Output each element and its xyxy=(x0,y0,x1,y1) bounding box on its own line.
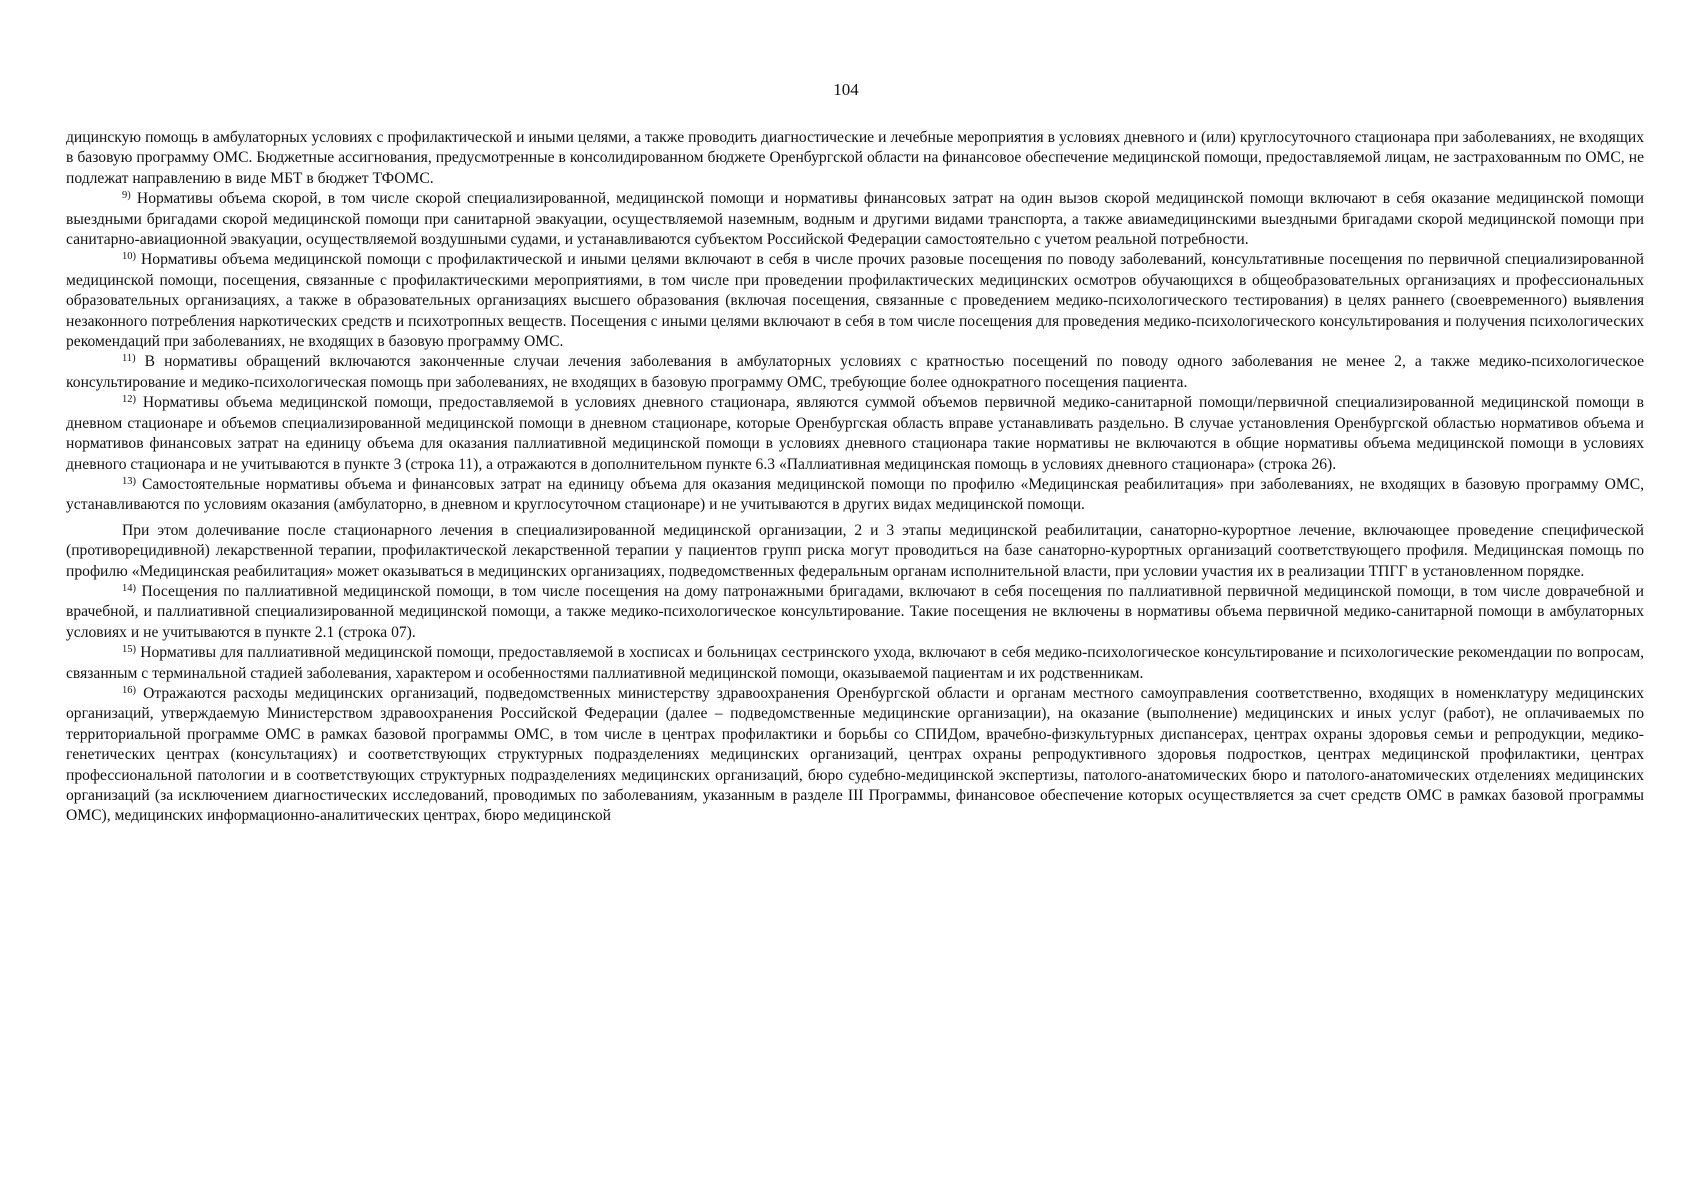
footnote-text: Нормативы объема медицинской помощи, предоставляемой в условиях дневного стационара, являются суммой объемов первичной медико-санитарной помощи/первичной специализированной медицинской помощи в дневном стационаре и объемов специализированной медицинской помощи в дневном стационаре, которые Оренбургская область вправе устанавливать раздельно. В случае установления Оренбургской областью нормативов объема и нормативов финансовых затрат на единицу объема для оказания паллиативной медицинской помощи в условиях дневного стационара такие нормативы не включаются в общие нормативы объема медицинской помощи в условиях дневного стационара и не учитываются в пункте 3 (строка 11), а отражаются в дополнительном пункте 6.3 «Паллиативная медицинская помощь в условиях дневного стационара» (строка 26). xyxy=(66,394,1644,473)
footnote-9 xyxy=(66,189,1644,250)
footnote-text: В нормативы обращений включаются законченные случаи лечения заболевания в амбулаторных условиях с кратностью посещений по поводу одного заболевания не менее 2, а также медико-психологическое консультирование и медико-психологическая помощь при заболеваниях, не входящих в базовую программу ОМС, требующие более однократного посещения пациента. xyxy=(66,353,1644,391)
footnote-marker: 13) xyxy=(122,475,136,487)
footnote-12 xyxy=(66,393,1644,475)
footnote-text: Нормативы для паллиативной медицинской помощи, предоставляемой в хосписах и больницах сестринского ухода, включают в себя медико-психологическое консультирование и психологические рекомендации по вопросам, связанным с терминальной стадией заболевания, характером и особенностями паллиативной медицинской помощи, оказываемой пациентам и их родственникам. xyxy=(66,644,1644,682)
page-number: 104 xyxy=(833,80,859,99)
footnote-16 xyxy=(66,684,1644,827)
footnote-marker: 14) xyxy=(122,582,136,594)
footnote-text: Нормативы объема скорой, в том числе скорой специализированной, медицинской помощи и нормативы финансовых затрат на один вызов скорой медицинской помощи включают в себя оказание медицинской помощи выездными бригадами скорой медицинской помощи при санитарной эвакуации, осуществляемой наземным, водным и другими видами транспорта, а также авиамедицинскими выездными бригадами скорой медицинской помощи при санитарно-авиационной эвакуации, осуществляемой воздушными судами, и устанавливаются субъектом Российской Федерации самостоятельно с учетом реальной потребности. xyxy=(66,190,1644,249)
document-body xyxy=(66,128,1644,827)
footnote-10 xyxy=(66,250,1644,352)
footnote-text: Посещения по паллиативной медицинской помощи, в том числе посещения на дому патронажными бригадами, включают в себя посещения по паллиативной первичной медицинской помощи, в том числе доврачебной и врачебной, и паллиативной специализированной медицинской помощи, а также медико-психологическое консультирование. Такие посещения не включены в нормативы объема первичной медико-санитарной помощи в амбулаторных условиях и не учитываются в пункте 2.1 (строка 07). xyxy=(66,582,1644,641)
footnote-15 xyxy=(66,643,1644,684)
footnote-marker: 12) xyxy=(122,394,136,406)
footnote-marker: 11) xyxy=(122,353,136,365)
paragraph-continuation xyxy=(66,128,1644,189)
footnote-marker: 15) xyxy=(122,644,136,656)
paragraph-text: При этом долечивание после стационарного лечения в специализированной медицинской организации, 2 и 3 этапы медицинской реабилитации, санаторно-курортное лечение, включающее проведение специфической (противорецидивной) лекарственной терапии, профилактической лекарственной терапии у пациентов групп риска могут проводиться на базе санаторно-курортных организаций соответствующего профиля. Медицинская помощь по профилю «Медицинская реабилитация» может оказываться в медицинских организациях, подведомственных федеральным органам исполнительной власти, при условии участия их в реализации ТПГГ в установленном порядке. xyxy=(66,521,1644,580)
footnote-14 xyxy=(66,582,1644,643)
footnote-text: Нормативы объема медицинской помощи с профилактической и иными целями включают в себя в числе прочих разовые посещения по поводу заболеваний, консультативные посещения по первичной специализированной медицинской помощи, посещения, связанные с профилактическими мероприятиями, в том числе при проведении профилактических медицинских осмотров обучающихся в общеобразовательных организациях и профессиональных образовательных организациях, а также в образовательных организациях высшего образования (включая посещения, связанные с проведением медико-психологического тестирования) в целях раннего (своевременного) выявления незаконного потребления наркотических средств и психотропных веществ. Посещения с иными целями включают в себя в том числе посещения для проведения медико-психологического консультирования и получения психологических рекомендаций при заболеваниях, не входящих в базовую программу ОМС. xyxy=(66,251,1644,351)
paragraph-text: дицинскую помощь в амбулаторных условиях с профилактической и иными целями, а также проводить диагностические и лечебные мероприятия в условиях дневного и (или) круглосуточного стационара при заболеваниях, не входящих в базовую программу ОМС. Бюджетные ассигнования, предусмотренные в консолидированном бюджете Оренбургской области на финансовое обеспечение медицинской помощи, предоставляемой лицам, не застрахованным по ОМС, не подлежат направлению в виде МБТ в бюджет ТФОМС. xyxy=(66,129,1644,187)
paragraph-rehabilitation xyxy=(66,521,1644,582)
footnote-marker: 10) xyxy=(122,251,136,263)
footnote-13 xyxy=(66,475,1644,516)
footnote-text: Отражаются расходы медицинских организаций, подведомственных министерству здравоохранения Оренбургской области и органам местного самоуправления соответственно, входящих в номенклатуру медицинских организаций, утверждаемую Министерством здравоохранения Российской Федерации (далее – подведомственные медицинские организации), на оказание (выполнение) медицинских и иных услуг (работ), не оплачиваемых по территориальной программе ОМС в рамках базовой программы ОМС, в том числе в центрах профилактики и борьбы со СПИДом, врачебно-физкультурных диспансерах, центрах охраны здоровья семьи и репродукции, медико-генетических центрах (консультациях) и соответствующих структурных подразделениях медицинских организаций, центрах охраны репродуктивного здоровья подростков, центрах медицинской профилактики, центрах профессиональной патологии и в соответствующих структурных подразделениях медицинских организаций, бюро судебно-медицинской экспертизы, патолого-анатомических бюро и патолого-анатомических отделениях медицинских организаций (за исключением диагностических исследований, проводимых по заболеваниям, указанным в разделе III Программы, финансовое обеспечение которых осуществляется за счет средств ОМС в рамках базовой программы ОМС), медицинских информационно-аналитических центрах, бюро медицинской xyxy=(66,684,1644,825)
footnote-11 xyxy=(66,352,1644,393)
footnote-marker: 16) xyxy=(122,684,136,696)
footnote-marker: 9) xyxy=(122,190,131,202)
footnote-text: Самостоятельные нормативы объема и финансовых затрат на единицу объема для оказания медицинской помощи по профилю «Медицинская реабилитация» при заболеваниях, не входящих в базовую программу ОМС, устанавливаются по условиям оказания (амбулаторно, в дневном и круглосуточном стационаре) и не учитываются в других видах медицинской помощи. xyxy=(66,475,1644,514)
